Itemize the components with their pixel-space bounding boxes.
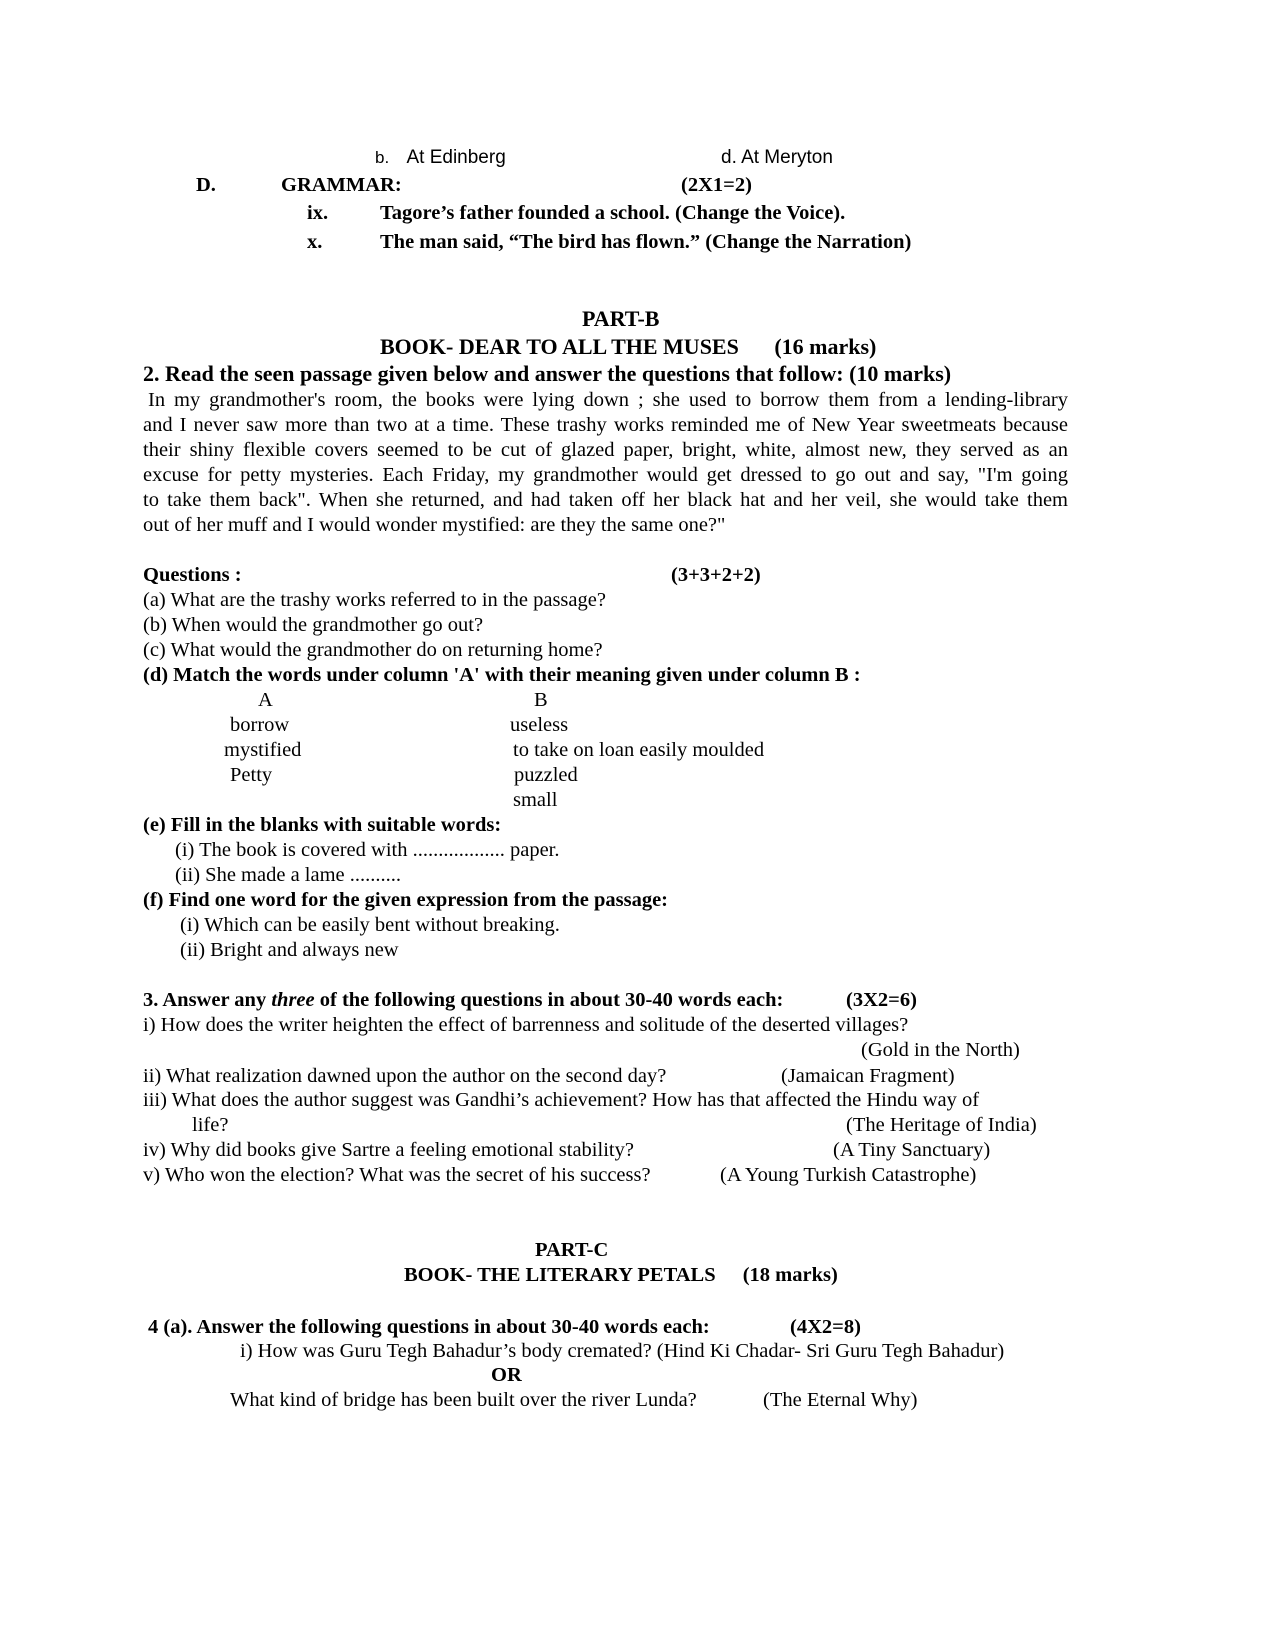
item-text: Tagore’s father founded a school. (Change the Voice).	[380, 202, 846, 224]
q3-heading	[143, 988, 783, 1012]
grammar-marks: (2X1=2)	[681, 174, 752, 196]
q3-source: (A Young Turkish Catastrophe)	[720, 1164, 977, 1186]
or-label: OR	[491, 1364, 522, 1386]
passage-line: In my grandmother's room, the books were lying down ; she used to borrow them from a lending-library	[148, 389, 1068, 411]
passage-line: out of her muff and I would wonder mystified: are they the same one?"	[143, 514, 726, 536]
match-b-item: to take on loan easily moulded	[513, 739, 765, 761]
grammar-title: GRAMMAR:	[281, 174, 402, 196]
option-b	[375, 146, 506, 170]
q2-heading: 2. Read the seen passage given below and answer the questions that follow: (10 marks)	[143, 361, 952, 386]
option-b-letter: b.	[375, 148, 390, 167]
book-marks: (18 marks)	[742, 1264, 838, 1286]
question-e-item: (i) The book is covered with .................. paper.	[175, 839, 560, 861]
question-f-item: (i) Which can be easily bent without breaking.	[180, 914, 560, 936]
part-c-title: PART-C	[535, 1239, 609, 1261]
q4a-heading: 4 (a). Answer the following questions in about 30-40 words each:	[148, 1316, 710, 1338]
passage-line: excuse for petty mysteries. Each Friday, my grandmother would get dressed to go out and say, "I'm going	[143, 464, 1068, 486]
passage-line: their shiny flexible covers seemed to be cut of glazed paper, bright, white, almost new, they served as an	[143, 439, 1068, 461]
question-e: (e) Fill in the blanks with suitable words:	[143, 814, 502, 836]
match-header-a: A	[258, 689, 273, 711]
match-b-item: puzzled	[514, 764, 578, 786]
match-a-item: mystified	[224, 739, 302, 761]
q3-item: v) Who won the election? What was the secret of his success?	[143, 1164, 651, 1186]
match-b-item: small	[513, 789, 558, 811]
item-number: x.	[307, 231, 323, 253]
q3-source: (A Tiny Sanctuary)	[833, 1139, 991, 1161]
match-b-item: useless	[510, 714, 569, 736]
q3-source: (The Heritage of India)	[846, 1114, 1037, 1136]
grammar-label: D.	[196, 174, 216, 196]
q4a-alt-source: (The Eternal Why)	[763, 1389, 918, 1411]
passage-line: and I never saw more than two at a time. These trashy works reminded me of New Year sweetmeats because	[143, 414, 1068, 436]
match-header-b: B	[534, 689, 548, 711]
q3-heading-em: three	[271, 989, 315, 1011]
question-b: (b) When would the grandmother go out?	[143, 614, 484, 636]
item-number: ix.	[307, 202, 329, 224]
q4a-marks: (4X2=8)	[790, 1316, 861, 1338]
question-f-item: (ii) Bright and always new	[180, 939, 399, 961]
q3-item: ii) What realization dawned upon the author on the second day?	[143, 1065, 667, 1087]
question-a: (a) What are the trashy works referred to in the passage?	[143, 589, 606, 611]
question-e-item: (ii) She made a lame ..........	[175, 864, 402, 886]
item-text: The man said, “The bird has flown.” (Change the Narration)	[380, 231, 912, 253]
match-a-item: borrow	[230, 714, 290, 736]
option-b-text: At Edinberg	[406, 147, 506, 168]
question-d: (d) Match the words under column 'A' with their meaning given under column B :	[143, 664, 861, 686]
q3-item: iii) What does the author suggest was Gandhi’s achievement? How has that affected the Hindu way of	[143, 1089, 980, 1111]
q3-heading-pre: 3. Answer any	[143, 989, 272, 1011]
part-c-book	[404, 1263, 838, 1287]
q3-marks: (3X2=6)	[846, 989, 917, 1011]
q3-heading-post: of the following questions in about 30-40 words each:	[314, 989, 784, 1011]
part-b-title: PART-B	[582, 306, 660, 331]
q4a-item: i) How was Guru Tegh Bahadur’s body cremated? (Hind Ki Chadar- Sri Guru Tegh Bahadur)	[240, 1340, 1005, 1362]
book-title: BOOK- DEAR TO ALL THE MUSES	[380, 334, 739, 359]
q3-item: iv) Why did books give Sartre a feeling emotional stability?	[143, 1139, 634, 1161]
book-title: BOOK- THE LITERARY PETALS	[404, 1264, 716, 1286]
match-a-item: Petty	[230, 764, 273, 786]
questions-marks: (3+3+2+2)	[671, 564, 761, 586]
question-c: (c) What would the grandmother do on returning home?	[143, 639, 603, 661]
question-f: (f) Find one word for the given expression from the passage:	[143, 889, 669, 911]
questions-label: Questions :	[143, 564, 242, 586]
q3-source: (Jamaican Fragment)	[781, 1065, 955, 1087]
q4a-alt: What kind of bridge has been built over the river Lunda?	[230, 1389, 697, 1411]
part-b-book	[380, 335, 876, 359]
q3-source: (Gold in the North)	[861, 1039, 1020, 1061]
book-marks: (16 marks)	[774, 334, 877, 359]
q3-item: i) How does the writer heighten the effect of barrenness and solitude of the deserted villages?	[143, 1014, 909, 1036]
passage-line: to take them back". When she returned, and had taken off her black hat and her veil, she would take them	[143, 489, 1068, 511]
option-d: d. At Meryton	[721, 147, 833, 168]
q3-item-cont: life?	[192, 1114, 229, 1136]
